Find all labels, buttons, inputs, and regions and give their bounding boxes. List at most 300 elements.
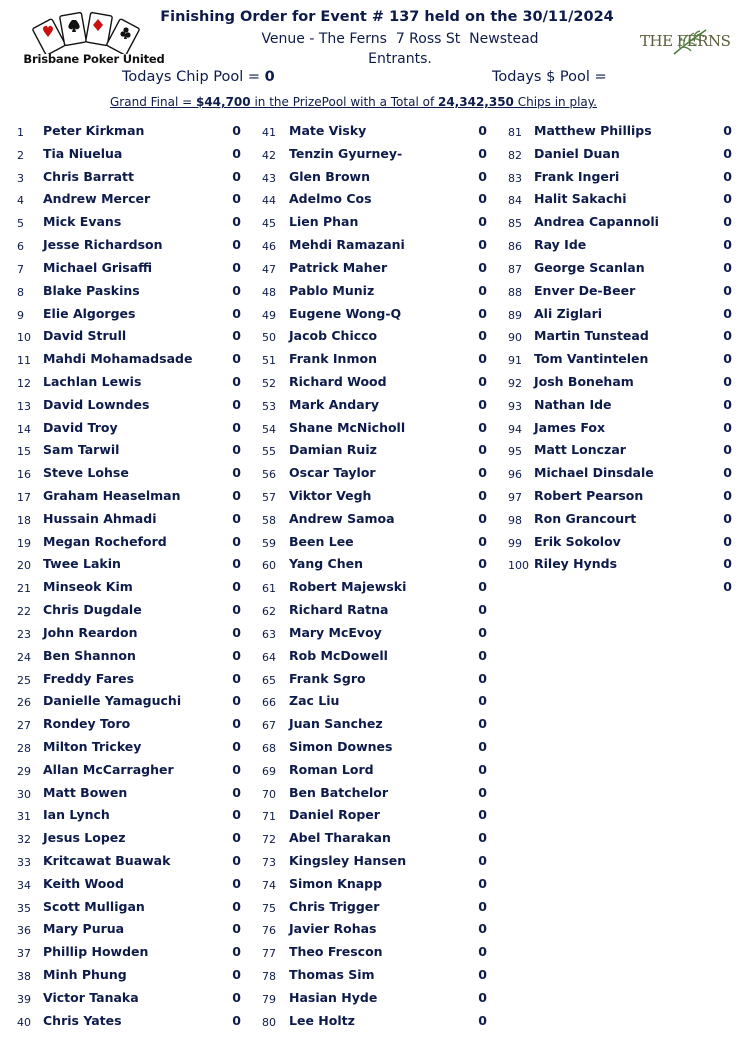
player-name: Freddy Fares xyxy=(43,670,135,686)
player-name: Rob McDowell xyxy=(289,647,388,663)
player-chips: 0 xyxy=(232,761,241,777)
grand-final-summary xyxy=(110,95,597,109)
player-row xyxy=(262,575,492,598)
player-chips: 0 xyxy=(723,442,732,458)
player-row xyxy=(262,849,492,872)
player-chips: 0 xyxy=(232,488,241,503)
finish-position: 15 xyxy=(17,445,31,459)
player-row xyxy=(262,895,492,918)
player-row xyxy=(17,712,247,735)
player-row xyxy=(508,461,738,484)
finish-position: 49 xyxy=(262,308,276,322)
player-row xyxy=(262,279,492,302)
player-chips: 0 xyxy=(232,944,241,960)
finish-position: 59 xyxy=(262,536,276,550)
player-name: Yang Chen xyxy=(289,556,363,572)
chip-pool-label: Todays Chip Pool = xyxy=(122,69,265,85)
player-chips: 0 xyxy=(478,761,487,777)
finish-position: 68 xyxy=(262,741,276,755)
player-name: Chris Dugdale xyxy=(43,602,142,618)
player-name: Chris Trigger xyxy=(289,898,380,914)
player-name: Lien Phan xyxy=(289,214,359,230)
player-name: Robert Pearson xyxy=(534,488,644,503)
player-name: David Strull xyxy=(43,328,127,344)
page-title: Finishing Order for Event # 137 held on the 30/11/2024 xyxy=(160,9,614,25)
finish-position: 73 xyxy=(262,856,276,869)
player-chips: 0 xyxy=(478,830,487,846)
player-row xyxy=(508,256,738,279)
player-row xyxy=(262,917,492,940)
player-name: Viktor Vegh xyxy=(289,488,372,503)
player-chips: 0 xyxy=(232,738,241,754)
player-row xyxy=(262,735,492,758)
grand-prefix: Grand Final = xyxy=(110,95,196,109)
player-name: Damian Ruiz xyxy=(289,442,377,458)
player-row xyxy=(508,187,738,210)
finish-position: 61 xyxy=(262,582,276,596)
player-chips: 0 xyxy=(232,259,241,275)
finish-position: 98 xyxy=(508,513,522,527)
finish-position: 22 xyxy=(17,605,31,619)
player-name: Zac Liu xyxy=(289,693,340,709)
player-chips: 0 xyxy=(478,533,487,549)
player-chips: 0 xyxy=(232,282,241,298)
player-row xyxy=(17,689,247,712)
grand-middle: in the PrizePool with a Total of xyxy=(250,95,438,109)
player-row xyxy=(17,849,247,872)
finish-position: 92 xyxy=(508,376,522,390)
finish-position: 19 xyxy=(17,536,31,550)
player-name: Daniel Roper xyxy=(289,807,380,823)
player-row xyxy=(262,689,492,712)
player-name: Elie Algorges xyxy=(43,305,136,321)
player-chips: 0 xyxy=(723,510,732,526)
finish-position: 63 xyxy=(262,627,276,641)
player-name: Daniel Duan xyxy=(534,145,620,161)
player-name: Allan McCarragher xyxy=(43,761,174,777)
player-chips: 0 xyxy=(232,853,241,868)
player-row xyxy=(508,530,738,553)
finish-position: 51 xyxy=(262,354,276,368)
player-chips: 0 xyxy=(232,191,241,207)
player-row xyxy=(17,165,247,188)
playing-cards-icon xyxy=(32,8,142,54)
player-chips: 0 xyxy=(478,693,487,709)
player-chips: 0 xyxy=(232,305,241,321)
finish-position: 82 xyxy=(508,148,522,162)
player-name: Erik Sokolov xyxy=(534,533,621,549)
finish-position: 41 xyxy=(262,126,276,139)
player-chips: 0 xyxy=(723,191,732,207)
player-name: Ian Lynch xyxy=(43,807,110,823)
player-chips: 0 xyxy=(478,442,487,458)
player-chips: 0 xyxy=(723,214,732,230)
player-chips: 0 xyxy=(232,670,241,686)
player-chips: 0 xyxy=(232,396,241,412)
player-row xyxy=(17,370,247,393)
finish-position: 32 xyxy=(17,833,31,847)
finish-position: 78 xyxy=(262,970,276,984)
finish-position: 79 xyxy=(262,992,276,1006)
finish-position: 30 xyxy=(17,787,31,801)
finish-position: 39 xyxy=(17,992,31,1006)
player-row xyxy=(508,233,738,256)
player-row xyxy=(17,621,247,644)
finish-position: 80 xyxy=(262,1015,276,1029)
finish-position: 55 xyxy=(262,445,276,459)
finish-position: 14 xyxy=(17,422,31,436)
player-chips: 0 xyxy=(232,123,241,138)
player-chips: 0 xyxy=(478,989,487,1005)
player-row xyxy=(17,279,247,302)
player-chips: 0 xyxy=(478,123,487,138)
player-chips: 0 xyxy=(478,305,487,321)
player-name: Minh Phung xyxy=(43,967,127,983)
finish-position: 89 xyxy=(508,308,522,322)
player-row xyxy=(17,963,247,986)
player-chips: 0 xyxy=(723,373,732,389)
player-name: Oscar Taylor xyxy=(289,465,376,481)
finish-position: 31 xyxy=(17,810,31,824)
dollar-pool xyxy=(492,69,607,85)
finish-position: 21 xyxy=(17,582,31,596)
player-name: Andrea Capannoli xyxy=(534,214,659,230)
player-row xyxy=(17,667,247,690)
player-chips: 0 xyxy=(232,145,241,161)
player-chips: 0 xyxy=(478,875,487,891)
finish-position: 3 xyxy=(17,171,24,185)
player-name: Steve Lohse xyxy=(43,465,129,481)
player-chips: 0 xyxy=(723,237,732,253)
finish-position: 38 xyxy=(17,970,31,984)
player-name: Graham Heaselman xyxy=(43,488,181,503)
player-chips: 0 xyxy=(478,214,487,230)
finish-position: 11 xyxy=(17,354,31,368)
player-row xyxy=(262,210,492,233)
finish-position: 34 xyxy=(17,878,31,892)
finish-position: 6 xyxy=(17,240,24,254)
player-name: Megan Rocheford xyxy=(43,533,167,549)
player-chips: 0 xyxy=(478,556,487,572)
player-name: Frank Sgro xyxy=(289,670,366,686)
player-row xyxy=(262,119,492,142)
player-row xyxy=(508,438,738,461)
player-row xyxy=(262,256,492,279)
player-chips: 0 xyxy=(232,533,241,549)
player-name: Kritcawat Buawak xyxy=(43,853,171,868)
player-name: Michael Grisaffi xyxy=(43,259,153,275)
player-chips: 0 xyxy=(723,556,732,572)
player-row xyxy=(262,507,492,530)
player-row xyxy=(17,940,247,963)
player-row xyxy=(17,872,247,895)
finish-position: 56 xyxy=(262,468,276,482)
finish-position: 70 xyxy=(262,787,276,801)
player-chips: 0 xyxy=(478,465,487,481)
player-chips: 0 xyxy=(232,624,241,640)
player-row xyxy=(262,324,492,347)
player-chips: 0 xyxy=(723,145,732,161)
player-chips: 0 xyxy=(478,488,487,503)
finish-position: 20 xyxy=(17,559,31,573)
player-name: Jesus Lopez xyxy=(43,830,126,846)
brisbane-poker-united-logo xyxy=(14,8,174,66)
finish-position: 16 xyxy=(17,468,31,482)
player-chips: 0 xyxy=(723,305,732,321)
player-row xyxy=(17,552,247,575)
player-chips: 0 xyxy=(232,214,241,230)
player-chips: 0 xyxy=(723,328,732,344)
player-name: Matthew Phillips xyxy=(534,123,652,138)
player-chips: 0 xyxy=(478,145,487,161)
finish-position: 57 xyxy=(262,491,276,504)
player-chips: 0 xyxy=(478,853,487,868)
player-chips: 0 xyxy=(478,944,487,960)
player-chips: 0 xyxy=(232,830,241,846)
player-name: Ali Ziglari xyxy=(534,305,603,321)
results-column-3 xyxy=(508,119,738,598)
finish-position: 13 xyxy=(17,399,31,413)
player-chips: 0 xyxy=(478,259,487,275)
finish-position: 65 xyxy=(262,673,276,687)
player-name: Simon Knapp xyxy=(289,875,383,891)
player-row xyxy=(17,233,247,256)
player-row xyxy=(262,621,492,644)
player-name: Glen Brown xyxy=(289,168,370,184)
finish-position: 84 xyxy=(508,194,522,208)
player-name: Simon Downes xyxy=(289,738,393,754)
finish-position: 28 xyxy=(17,741,31,755)
player-name: Chris Barratt xyxy=(43,168,134,184)
finish-position: 97 xyxy=(508,491,522,504)
player-row xyxy=(17,986,247,1009)
player-name: David Troy xyxy=(43,419,118,435)
player-name: Keith Wood xyxy=(43,875,124,891)
player-row xyxy=(508,302,738,325)
player-name: Milton Trickey xyxy=(43,738,142,754)
finish-position: 69 xyxy=(262,764,276,778)
finish-position: 23 xyxy=(17,627,31,641)
player-chips: 0 xyxy=(478,237,487,253)
player-chips: 0 xyxy=(478,716,487,732)
finish-position: 1 xyxy=(17,126,24,139)
player-chips: 0 xyxy=(478,328,487,344)
player-chips: 0 xyxy=(723,488,732,503)
player-row xyxy=(17,416,247,439)
player-chips: 0 xyxy=(232,647,241,663)
player-row xyxy=(262,667,492,690)
player-name: Matt Lonczar xyxy=(534,442,626,458)
player-row xyxy=(262,644,492,667)
venue-line: Venue - The Ferns 7 Ross St Newstead xyxy=(261,31,539,47)
player-row xyxy=(508,210,738,233)
player-name: Jesse Richardson xyxy=(43,237,163,253)
finish-position: 83 xyxy=(508,171,522,185)
player-row xyxy=(508,119,738,142)
player-name: Enver De-Beer xyxy=(534,282,636,298)
finish-position: 71 xyxy=(262,810,276,824)
player-chips: 0 xyxy=(478,191,487,207)
finish-position: 81 xyxy=(508,126,522,139)
player-name: Shane McNicholl xyxy=(289,419,406,435)
finish-position: 8 xyxy=(17,285,24,299)
player-chips: 0 xyxy=(232,967,241,983)
player-chips: 0 xyxy=(232,237,241,253)
player-chips: 0 xyxy=(478,168,487,184)
player-row xyxy=(17,644,247,667)
player-row xyxy=(262,484,492,507)
player-row xyxy=(17,256,247,279)
player-name: Eugene Wong-Q xyxy=(289,305,402,321)
player-name: Mary Purua xyxy=(43,921,125,937)
finish-position: 48 xyxy=(262,285,276,299)
player-chips: 0 xyxy=(478,738,487,754)
player-row xyxy=(17,781,247,804)
finish-position: 96 xyxy=(508,468,522,482)
player-name: Michael Dinsdale xyxy=(534,465,654,481)
player-row xyxy=(17,119,247,142)
player-name: Riley Hynds xyxy=(534,556,618,572)
player-row xyxy=(17,142,247,165)
player-name: Mark Andary xyxy=(289,396,379,412)
player-chips: 0 xyxy=(478,967,487,983)
player-name: Matt Bowen xyxy=(43,784,128,800)
player-chips: 0 xyxy=(232,510,241,526)
player-name: Rondey Toro xyxy=(43,716,131,732)
player-row xyxy=(262,165,492,188)
finish-position: 67 xyxy=(262,719,276,733)
player-row xyxy=(17,484,247,507)
finish-position: 93 xyxy=(508,399,522,413)
player-name: Lachlan Lewis xyxy=(43,373,142,389)
player-name: Phillip Howden xyxy=(43,944,149,960)
finish-position: 43 xyxy=(262,171,276,185)
grand-amount: $44,700 xyxy=(195,95,251,109)
finish-position: 85 xyxy=(508,217,522,231)
player-row xyxy=(17,507,247,530)
player-name: Been Lee xyxy=(289,533,354,549)
player-name: Josh Boneham xyxy=(534,373,634,389)
player-chips: 0 xyxy=(232,465,241,481)
player-chips: 0 xyxy=(232,602,241,618)
player-row xyxy=(17,302,247,325)
player-chips: 0 xyxy=(232,921,241,937)
player-row xyxy=(17,187,247,210)
player-row xyxy=(508,279,738,302)
player-name: Nathan Ide xyxy=(534,396,612,412)
entrants-label: Entrants. xyxy=(368,51,432,67)
player-name: Halit Sakachi xyxy=(534,191,627,207)
finish-position: 86 xyxy=(508,240,522,254)
finish-position: 9 xyxy=(17,308,24,322)
finish-position: 87 xyxy=(508,262,522,276)
player-chips: 0 xyxy=(478,396,487,412)
player-name: Lee Holtz xyxy=(289,1012,355,1028)
player-row xyxy=(262,302,492,325)
player-name: Chris Yates xyxy=(43,1012,122,1028)
finish-position: 42 xyxy=(262,148,276,162)
player-name: Andrew Mercer xyxy=(43,191,151,207)
player-name: Richard Wood xyxy=(289,373,387,389)
player-row xyxy=(262,461,492,484)
finish-position: 90 xyxy=(508,331,522,345)
player-name: James Fox xyxy=(534,419,606,435)
player-row xyxy=(262,416,492,439)
brand-name: Brisbane Poker United xyxy=(23,52,165,66)
player-name: David Lowndes xyxy=(43,396,150,412)
player-row xyxy=(17,210,247,233)
player-chips: 0 xyxy=(232,168,241,184)
player-row xyxy=(262,803,492,826)
player-name: Abel Tharakan xyxy=(289,830,391,846)
player-name: Kingsley Hansen xyxy=(289,853,407,868)
player-chips: 0 xyxy=(232,989,241,1005)
player-chips: 0 xyxy=(478,351,487,367)
player-row xyxy=(262,552,492,575)
player-chips: 0 xyxy=(232,784,241,800)
finish-position: 26 xyxy=(17,696,31,710)
player-name: Jacob Chicco xyxy=(289,328,378,344)
player-chips: 0 xyxy=(478,898,487,914)
player-chips: 0 xyxy=(478,921,487,937)
player-chips: 0 xyxy=(478,602,487,618)
results-column-2 xyxy=(262,119,492,1032)
player-row xyxy=(508,393,738,416)
player-chips: 0 xyxy=(723,123,732,138)
player-chips: 0 xyxy=(232,807,241,823)
finish-position: 18 xyxy=(17,513,31,527)
player-name: Pablo Muniz xyxy=(289,282,375,298)
player-row xyxy=(262,826,492,849)
player-name: Robert Majewski xyxy=(289,579,407,595)
finish-position: 40 xyxy=(17,1015,31,1029)
finish-position: 91 xyxy=(508,354,522,368)
player-chips: 0 xyxy=(232,328,241,344)
player-row xyxy=(262,781,492,804)
player-name: Andrew Samoa xyxy=(289,510,395,526)
player-row xyxy=(262,1009,492,1032)
player-chips: 0 xyxy=(478,647,487,663)
player-row xyxy=(262,370,492,393)
finish-position: 64 xyxy=(262,650,276,664)
player-row xyxy=(508,165,738,188)
player-row xyxy=(262,347,492,370)
results-column-1 xyxy=(17,119,247,1032)
player-name: Frank Inmon xyxy=(289,351,377,367)
finish-position: 47 xyxy=(262,262,276,276)
player-name: Tenzin Gyurney- xyxy=(289,145,403,161)
finish-position: 29 xyxy=(17,764,31,778)
player-name: Frank Ingeri xyxy=(534,168,620,184)
finish-position: 76 xyxy=(262,924,276,938)
the-ferns-logo xyxy=(640,26,740,56)
player-name: Richard Ratna xyxy=(289,602,389,618)
player-name: Theo Frescon xyxy=(289,944,383,960)
finish-position: 25 xyxy=(17,673,31,687)
player-name: Tom Vantintelen xyxy=(534,351,649,367)
player-row xyxy=(17,393,247,416)
player-row xyxy=(262,530,492,553)
player-chips: 0 xyxy=(232,693,241,709)
fern-icon xyxy=(670,26,710,56)
player-row xyxy=(17,758,247,781)
player-chips: 0 xyxy=(232,898,241,914)
player-row xyxy=(262,598,492,621)
player-chips: 0 xyxy=(723,351,732,367)
player-chips: 0 xyxy=(723,259,732,275)
finish-position: 46 xyxy=(262,240,276,254)
player-row xyxy=(17,461,247,484)
